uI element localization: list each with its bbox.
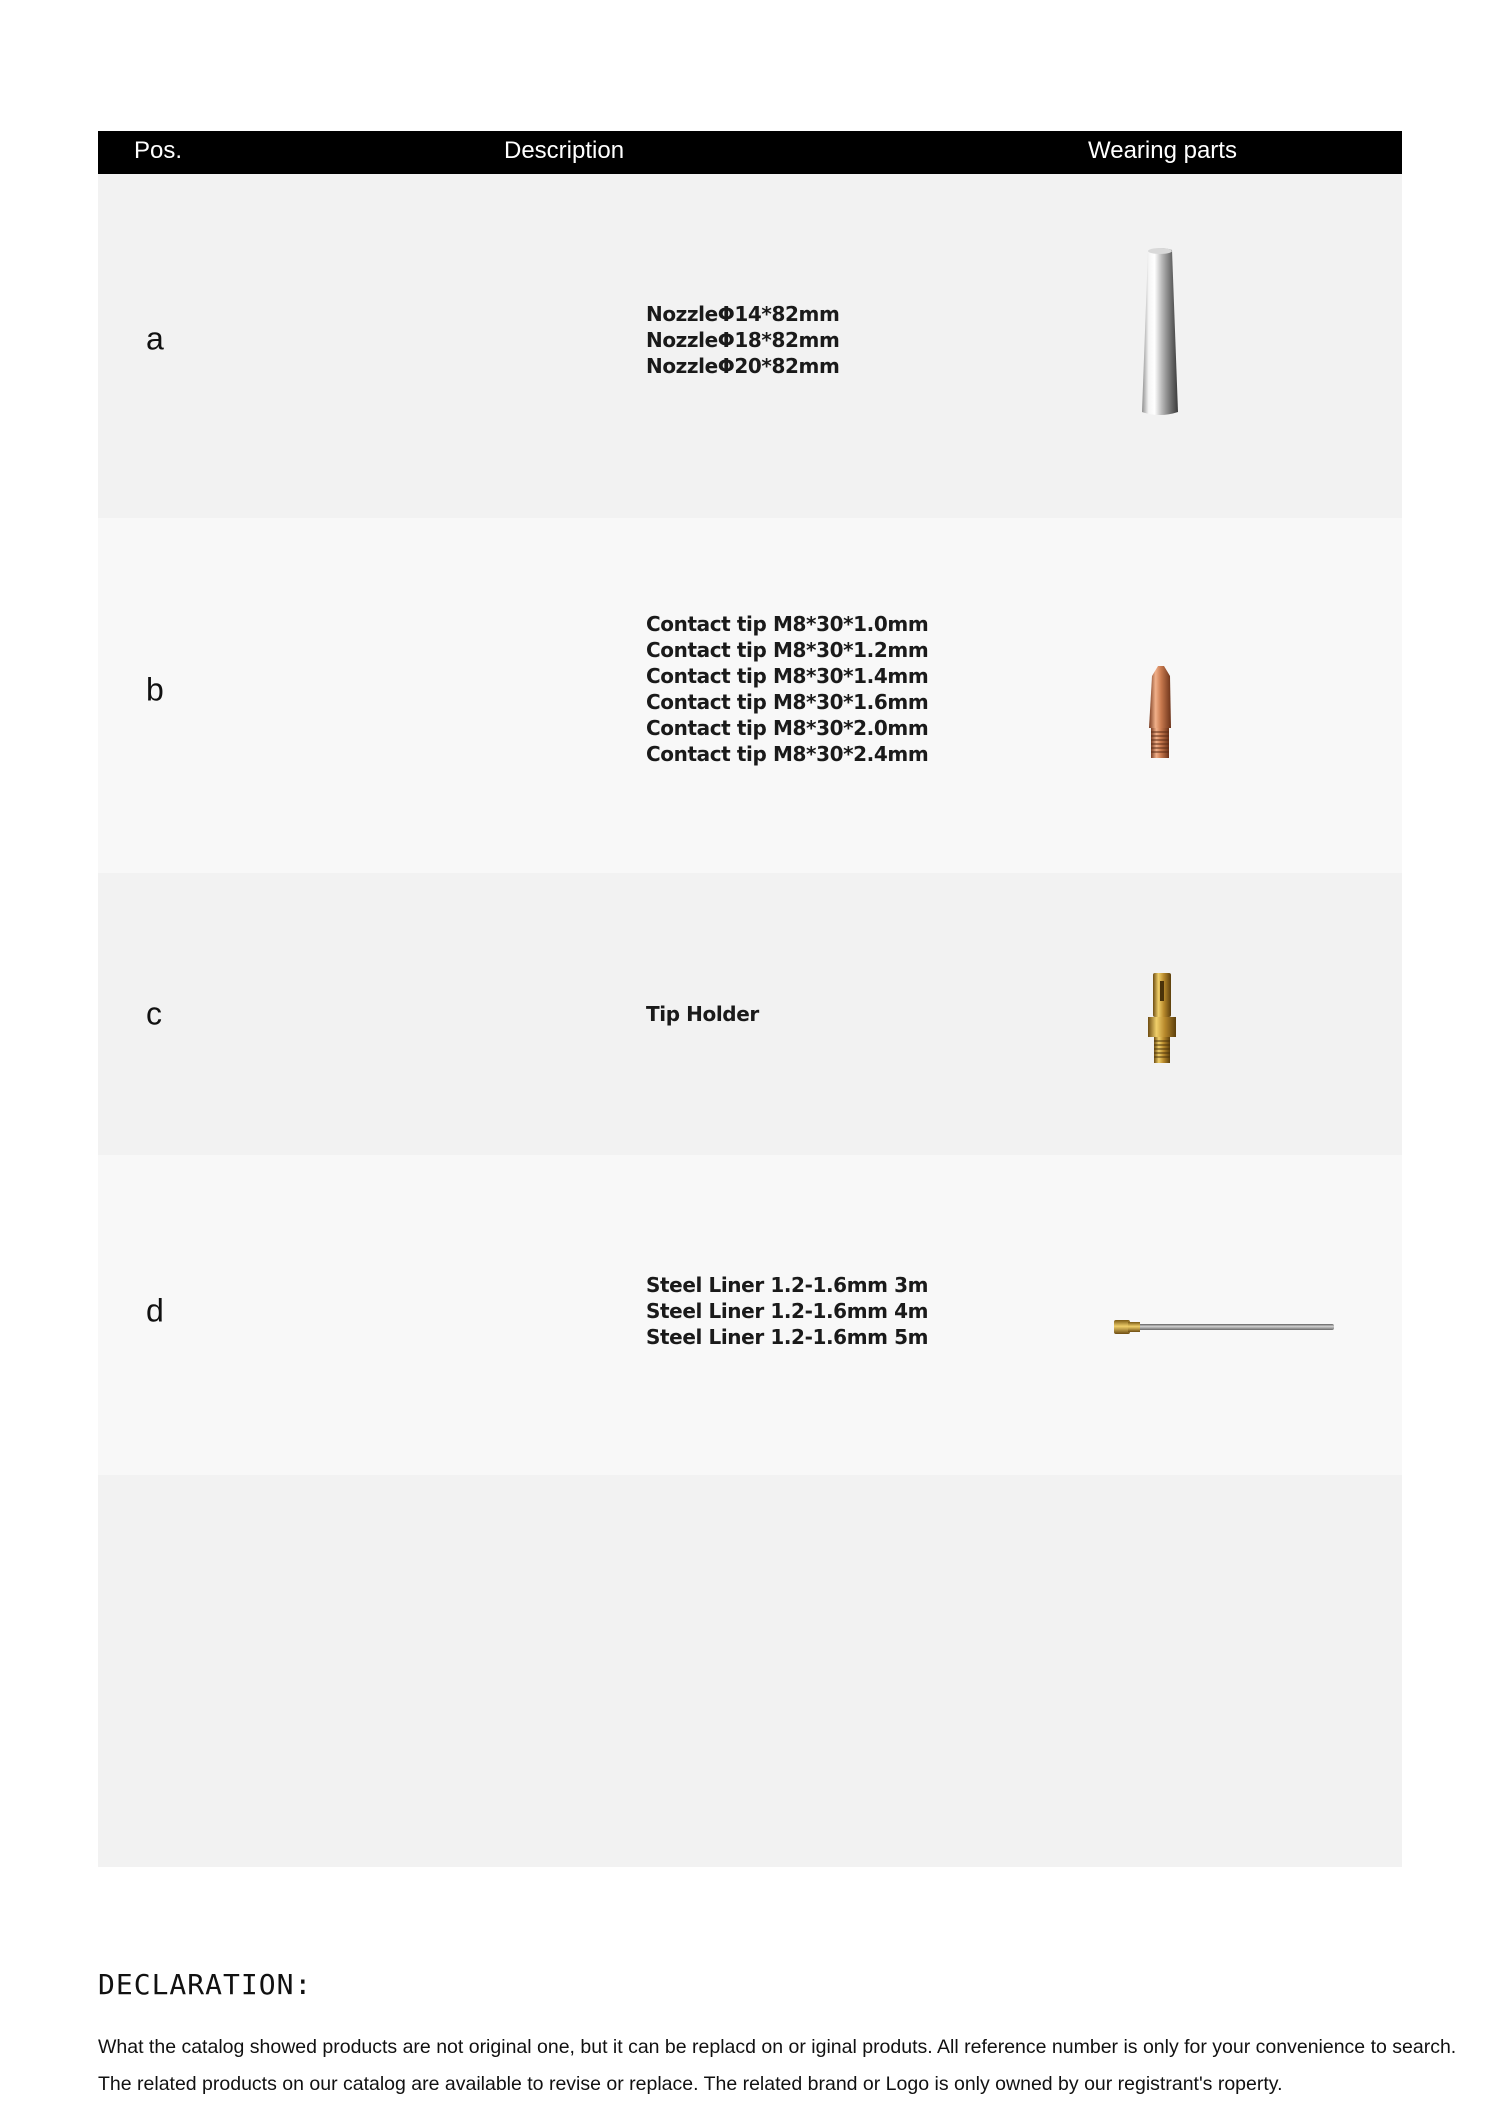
description-line: Steel Liner 1.2-1.6mm 5m (646, 1325, 929, 1349)
row-pos-label: d (146, 1292, 164, 1329)
description-line: Tip Holder (646, 1002, 759, 1026)
description-line: NozzleΦ18*82mm (646, 328, 840, 352)
tip-holder-icon (1142, 971, 1182, 1067)
description-line: Contact tip M8*30*1.6mm (646, 690, 929, 714)
row-pos-label: a (146, 320, 164, 357)
table-row-c (98, 873, 1402, 1155)
declaration-line-2: The related products on our catalog are available to revise or replace. The related brand or Logo is only owned by our registrant's roperty. (98, 2073, 1283, 2095)
description-line: Steel Liner 1.2-1.6mm 3m (646, 1273, 929, 1297)
description-line: Contact tip M8*30*1.2mm (646, 638, 929, 662)
description-line: Contact tip M8*30*1.4mm (646, 664, 929, 688)
row-description (646, 301, 839, 379)
declaration-line-1: What the catalog showed products are not original one, but it can be replacd on or iginal produts. All reference number is only for your convenience to search. (98, 2036, 1457, 2058)
table-header (98, 131, 1402, 174)
declaration-title: DECLARATION: (98, 1968, 313, 2001)
description-line: NozzleΦ14*82mm (646, 302, 840, 326)
declaration-text (98, 2029, 1498, 2103)
steel-liner-icon (1112, 1315, 1336, 1339)
header-pos: Pos. (134, 137, 183, 164)
contact-tip-icon (1142, 664, 1178, 764)
table-row-a (98, 174, 1402, 518)
description-line: Contact tip M8*30*1.0mm (646, 612, 929, 636)
row-description (646, 1272, 928, 1350)
table-row-empty (98, 1475, 1402, 1867)
description-line: Steel Liner 1.2-1.6mm 4m (646, 1299, 929, 1323)
header-description: Description (504, 137, 625, 164)
row-description (646, 1001, 759, 1027)
table-row-d (98, 1155, 1402, 1475)
description-line: NozzleΦ20*82mm (646, 354, 840, 378)
row-description (646, 611, 928, 767)
description-line: Contact tip M8*30*2.4mm (646, 742, 929, 766)
row-pos-label: b (146, 671, 164, 708)
parts-table (98, 131, 1402, 1867)
header-wearing-parts: Wearing parts (1088, 137, 1237, 164)
row-pos-label: c (146, 995, 162, 1032)
table-row-b (98, 518, 1402, 873)
description-line: Contact tip M8*30*2.0mm (646, 716, 929, 740)
nozzle-icon (1130, 246, 1190, 418)
